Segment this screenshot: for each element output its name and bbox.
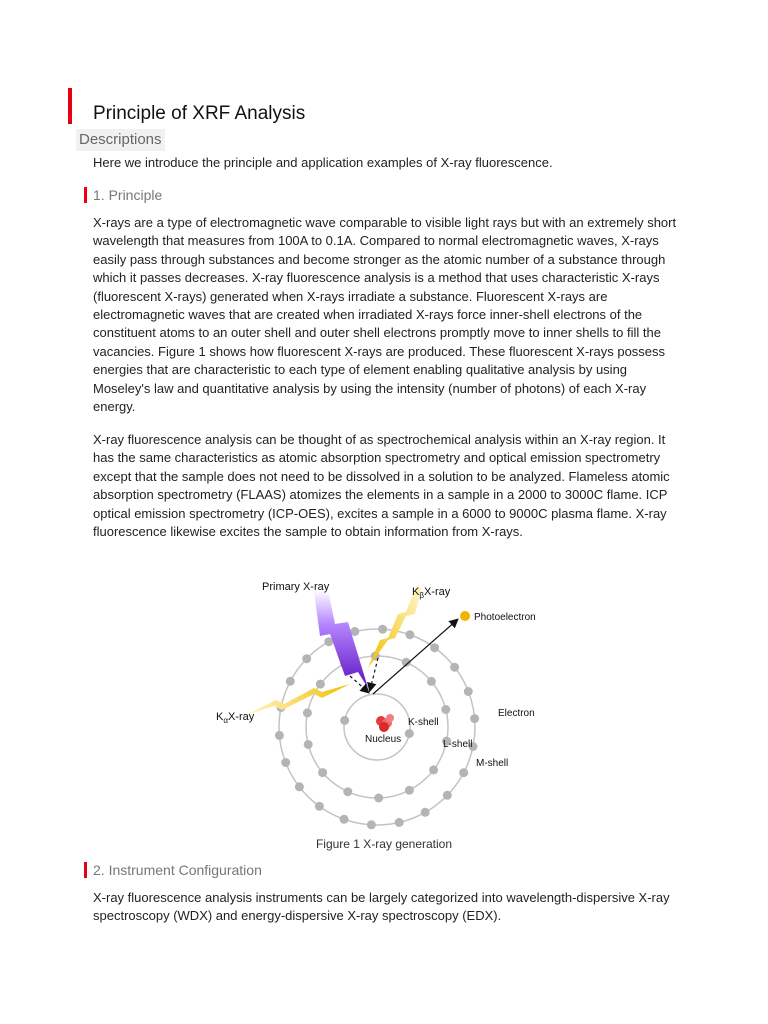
- label-k-shell: K-shell: [408, 717, 439, 728]
- intro-text: Here we introduce the principle and application examples of X-ray fluorescence.: [93, 155, 553, 170]
- electron-dot: [303, 708, 312, 717]
- label-primary-xray: Primary X-ray: [262, 581, 330, 593]
- section-accent-bar: [84, 862, 87, 878]
- title-accent-bar: [68, 88, 72, 124]
- section-title-instrument-configuration: 2. Instrument Configuration: [93, 862, 262, 878]
- electron-dot: [459, 768, 468, 777]
- electron-dot: [374, 794, 383, 803]
- label-kbeta-xray: $K_\beta X$-ray: [412, 586, 451, 600]
- electron-dot: [470, 714, 479, 723]
- electron-dot: [304, 740, 313, 749]
- label-l-shell: L-shell: [443, 739, 473, 750]
- label-nucleus: Nucleus: [365, 734, 402, 745]
- electron-dot: [295, 782, 304, 791]
- xray-generation-diagram: [210, 576, 560, 834]
- label-kalpha-xray: $K_\alpha X$-ray: [216, 711, 255, 725]
- label-electron: Electron: [498, 708, 535, 719]
- label-m-shell: M-shell: [476, 758, 509, 769]
- electron-dot: [427, 677, 436, 686]
- principle-paragraph-1: X-rays are a type of electromagnetic wave comparable to visible light rays but with an extremely short wavelength that measures from 100A to 0.1A. Compared to normal electromagnetic waves, X-rays easily pass through substances and become stronger as the atomic number of a substance through which it passes decreases. X-ray fluorescence analysis is a method that uses characteristic X-rays (fluorescent X-rays) generated when X-rays irradiate a substance. Fluorescent X-rays are electromagnetic waves that are created when irradiated X-rays force inner-shell electrons of the constituent atoms to an outer shell and outer shell electrons promptly move to inner shells to fill the vacancies. Figure 1 shows how fluorescent X-rays are produced. These fluorescent X-rays possess energies that are characteristic to each type of element enabling qualitative analysis by using Moseley's law and quantitative analysis by using the intensity (number of photons) of each X-ray energy.: [93, 215, 677, 415]
- descriptions-tag: Descriptions: [76, 129, 165, 151]
- instrument-paragraph: X-ray fluorescence analysis instruments can be largely categorized into wavelength-dispersive X-ray spectroscopy (WDX) and energy-dispersive X-ray spectroscopy (EDX).: [93, 890, 670, 924]
- electron-dot: [302, 654, 311, 663]
- electron-dot: [340, 716, 349, 725]
- section-accent-bar: [84, 187, 87, 203]
- electron-dot: [395, 818, 404, 827]
- k-shell-ring: [344, 694, 410, 760]
- electron-dot: [281, 758, 290, 767]
- electron-dot: [405, 786, 414, 795]
- electron-dot: [343, 787, 352, 796]
- kbeta-xray-bolt: [368, 586, 422, 668]
- primary-xray-bolt: [314, 590, 368, 688]
- electron-dot: [464, 687, 473, 696]
- electron-dot: [315, 802, 324, 811]
- electron-dot: [450, 663, 459, 672]
- electron-dot: [275, 731, 284, 740]
- electron-dot: [421, 808, 430, 817]
- electron-dot: [340, 815, 349, 824]
- electron-dot: [367, 820, 376, 829]
- electron-dot: [405, 729, 414, 738]
- electron-dot: [441, 705, 450, 714]
- photoelectron-dot: [460, 611, 470, 621]
- label-photoelectron: Photoelectron: [474, 612, 536, 623]
- electron-dot: [316, 680, 325, 689]
- electron-dot: [286, 677, 295, 686]
- electron-dot: [430, 643, 439, 652]
- electron-dot: [318, 768, 327, 777]
- electron-dot: [443, 791, 452, 800]
- section-title-principle: 1. Principle: [93, 187, 163, 203]
- page-title: Principle of XRF Analysis: [93, 103, 306, 124]
- figure-caption: Figure 1 X-ray generation: [315, 837, 453, 851]
- electron-dot: [378, 625, 387, 634]
- electron-dot: [429, 765, 438, 774]
- principle-paragraph-2: X-ray fluorescence analysis can be thought of as spectrochemical analysis within an X-ray region. It has the same characteristics as atomic absorption spectrometry and optical emission spectrometry except that the sample does not need to be dissolved in a solution to be analyzed. Flameless atomic absorption spectrometry (FLAAS) atomizes the elements in a sample in a 2000 to 3000C flame. ICP optical emission spectrometry (ICP-OES), excites a sample in a 6000 to 9000C plasma flame. X-ray fluorescence likewise excites the sample to obtain information from X-rays.: [93, 432, 670, 540]
- nucleus-icon: [376, 714, 394, 732]
- kalpha-xray-bolt: [244, 684, 350, 716]
- dashed-arrow: [350, 676, 368, 692]
- electron-dot: [405, 630, 414, 639]
